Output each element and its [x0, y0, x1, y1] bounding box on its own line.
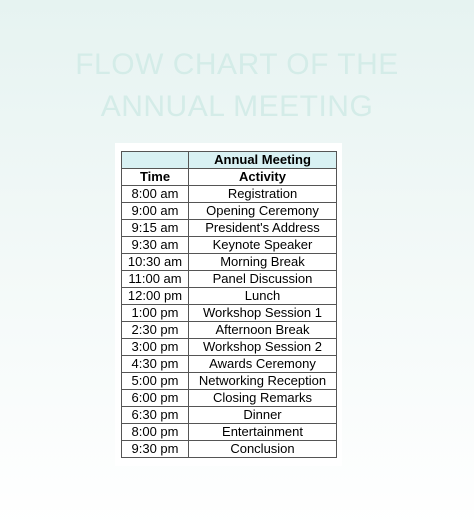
table-row [122, 186, 337, 203]
time-cell: 11:00 am [122, 271, 189, 288]
activity-cell: Morning Break [189, 254, 337, 271]
time-cell: 12:00 pm [122, 288, 189, 305]
table-row [122, 356, 337, 373]
table-row [122, 288, 337, 305]
table-row [122, 271, 337, 288]
group-header-cell: Annual Meeting [189, 152, 337, 169]
table-row [122, 322, 337, 339]
time-cell: 9:00 am [122, 203, 189, 220]
time-cell: 6:30 pm [122, 407, 189, 424]
activity-cell: President's Address [189, 220, 337, 237]
activity-cell: Conclusion [189, 441, 337, 458]
title-line-2: ANNUAL MEETING [100, 90, 374, 123]
activity-cell: Lunch [189, 288, 337, 305]
time-cell: 3:00 pm [122, 339, 189, 356]
column-header-row [122, 169, 337, 186]
table-row [122, 220, 337, 237]
time-cell: 9:30 am [122, 237, 189, 254]
page-title [0, 44, 474, 128]
activity-cell: Awards Ceremony [189, 356, 337, 373]
time-cell: 8:00 pm [122, 424, 189, 441]
activity-cell: Keynote Speaker [189, 237, 337, 254]
table-row [122, 441, 337, 458]
time-cell: 2:30 pm [122, 322, 189, 339]
table-row [122, 237, 337, 254]
activity-cell: Workshop Session 1 [189, 305, 337, 322]
schedule-table [121, 151, 337, 458]
activity-cell: Panel Discussion [189, 271, 337, 288]
time-cell: 6:00 pm [122, 390, 189, 407]
time-cell: 10:30 am [122, 254, 189, 271]
time-cell: 1:00 pm [122, 305, 189, 322]
group-header-row [122, 152, 337, 169]
table-row [122, 254, 337, 271]
activity-cell: Closing Remarks [189, 390, 337, 407]
time-cell: 9:30 pm [122, 441, 189, 458]
table-row [122, 203, 337, 220]
activity-cell: Workshop Session 2 [189, 339, 337, 356]
time-cell: 8:00 am [122, 186, 189, 203]
column-header-activity: Activity [189, 169, 337, 186]
activity-cell: Opening Ceremony [189, 203, 337, 220]
activity-cell: Networking Reception [189, 373, 337, 390]
table-row [122, 339, 337, 356]
time-cell: 5:00 pm [122, 373, 189, 390]
column-header-time: Time [122, 169, 189, 186]
table-row [122, 424, 337, 441]
table-row [122, 407, 337, 424]
activity-cell: Registration [189, 186, 337, 203]
time-cell: 4:30 pm [122, 356, 189, 373]
table-row [122, 305, 337, 322]
title-line-1: FLOW CHART OF THE [75, 48, 399, 81]
activity-cell: Dinner [189, 407, 337, 424]
table-row [122, 390, 337, 407]
group-header-blank-cell [122, 152, 189, 169]
activity-cell: Entertainment [189, 424, 337, 441]
table-row [122, 373, 337, 390]
time-cell: 9:15 am [122, 220, 189, 237]
activity-cell: Afternoon Break [189, 322, 337, 339]
